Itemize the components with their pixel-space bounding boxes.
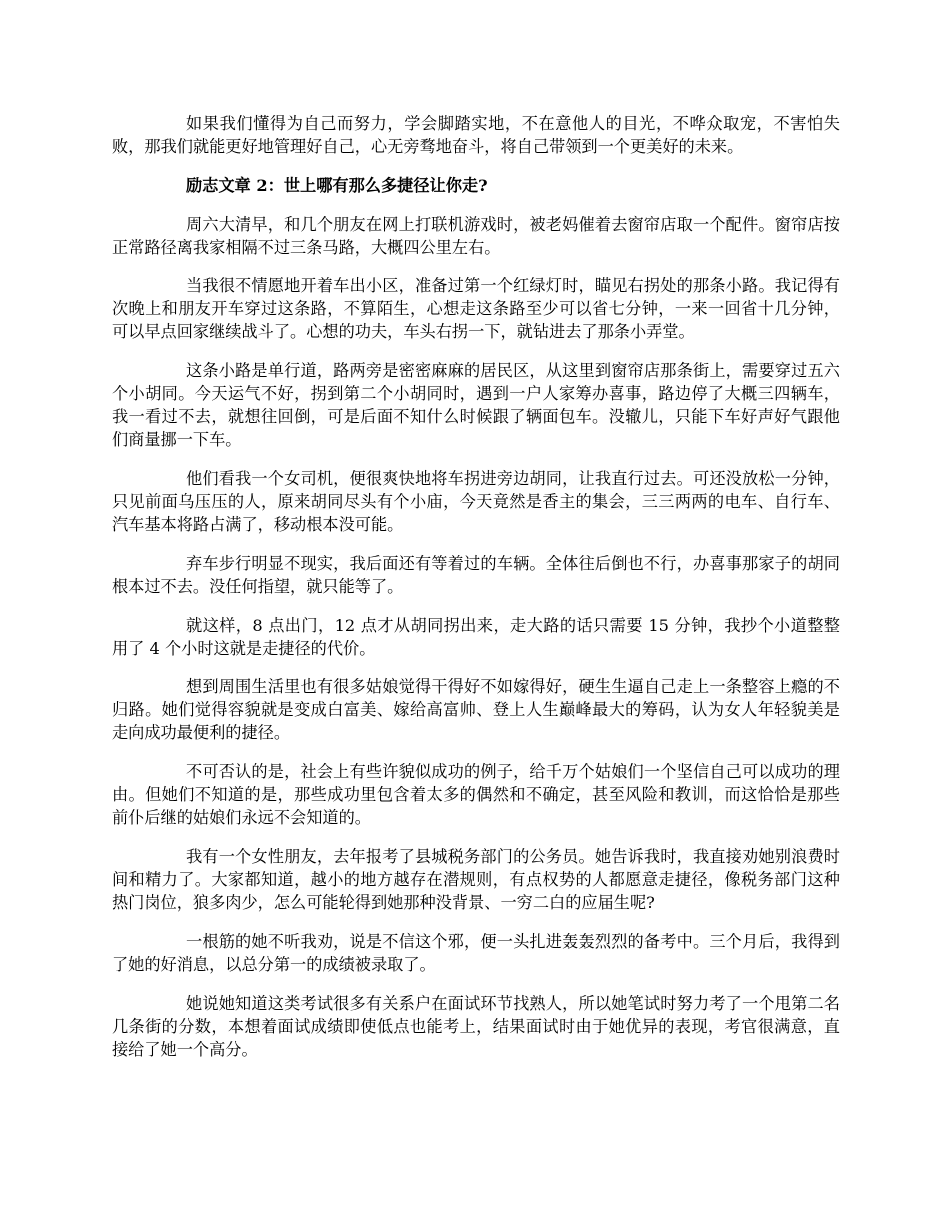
section-heading: 励志文章 2：世上哪有那么多捷径让你走? — [186, 175, 488, 195]
paragraph: 周六大清早，和几个朋友在网上打联机游戏时，被老妈催着去窗帘店取一个配件。窗帘店按正常路径离我家相隔不过三条马路，大概四公里左右。 — [112, 214, 840, 257]
paragraph: 不可否认的是，社会上有些许貌似成功的例子，给千万个姑娘们一个坚信自己可以成功的理由。但她们不知道的是，那些成功里包含着太多的偶然和不确定，甚至风险和教训，而这恰恰是那些前仆后继的姑娘们永远不会知道的。 — [112, 762, 840, 828]
paragraph: 我有一个女性朋友，去年报考了县城税务部门的公务员。她告诉我时，我直接劝她别浪费时间和精力了。大家都知道，越小的地方越存在潜规则，有点权势的人都愿意走捷径，像税务部门这种热门岗位，狼多肉少，怎么可能轮得到她那种没背景、一穷二白的应届生呢? — [112, 846, 840, 912]
paragraph: 如果我们懂得为自己而努力，学会脚踏实地，不在意他人的目光，不哗众取宠，不害怕失败，那我们就能更好地管理好自己，心无旁骛地奋斗，将自己带领到一个更美好的未来。 — [112, 114, 840, 156]
paragraph: 她说她知道这类考试很多有关系户在面试环节找熟人，所以她笔试时努力考了一个甩第二名几条街的分数，本想着面试成绩即使低点也能考上，结果面试时由于她优异的表现，考官很满意，直接给了她一个高分。 — [112, 993, 840, 1059]
document-page — [112, 112, 840, 1076]
paragraph: 就这样，8 点出门，12 点才从胡同拐出来，走大路的话只需要 15 分钟，我抄个小道整整用了 4 个小时这就是走捷径的代价。 — [112, 615, 840, 658]
paragraph: 一根筋的她不听我劝，说是不信这个邪，便一头扎进轰轰烈烈的备考中。三个月后，我得到了她的好消息，以总分第一的成绩被录取了。 — [112, 931, 840, 974]
paragraph: 当我很不情愿地开着车出小区，准备过第一个红绿灯时，瞄见右拐处的那条小路。我记得有次晚上和朋友开车穿过这条路，不算陌生，心想走这条路至少可以省七分钟，一来一回省十几分钟，可以早点回家继续战斗了。心想的功夫，车头右拐一下，就钻进去了那条小弄堂。 — [112, 276, 840, 342]
paragraph: 想到周围生活里也有很多姑娘觉得干得好不如嫁得好，硬生生逼自己走上一条整容上瘾的不归路。她们觉得容貌就是变成白富美、嫁给高富帅、登上人生巅峰最大的筹码，认为女人年轻貌美是走向成功最便利的捷径。 — [112, 677, 840, 743]
paragraph: 这条小路是单行道，路两旁是密密麻麻的居民区，从这里到窗帘店那条街上，需要穿过五六个小胡同。今天运气不好，拐到第二个小胡同时，遇到一户人家筹办喜事，路边停了大概三四辆车，我一看过不去，就想往回倒，可是后面不知什么时候跟了辆面包车。没辙儿，只能下车好声好气跟他们商量挪一下车。 — [112, 361, 840, 450]
paragraph: 他们看我一个女司机，便很爽快地将车拐进旁边胡同，让我直行过去。可还没放松一分钟，只见前面乌压压的人，原来胡同尽头有个小庙，今天竟然是香主的集会，三三两两的电车、自行车、汽车基本将路占满了，移动根本没可能。 — [112, 468, 840, 534]
paragraph: 弃车步行明显不现实，我后面还有等着过的车辆。全体往后倒也不行，办喜事那家子的胡同根本过不去。没任何指望，就只能等了。 — [112, 553, 840, 596]
